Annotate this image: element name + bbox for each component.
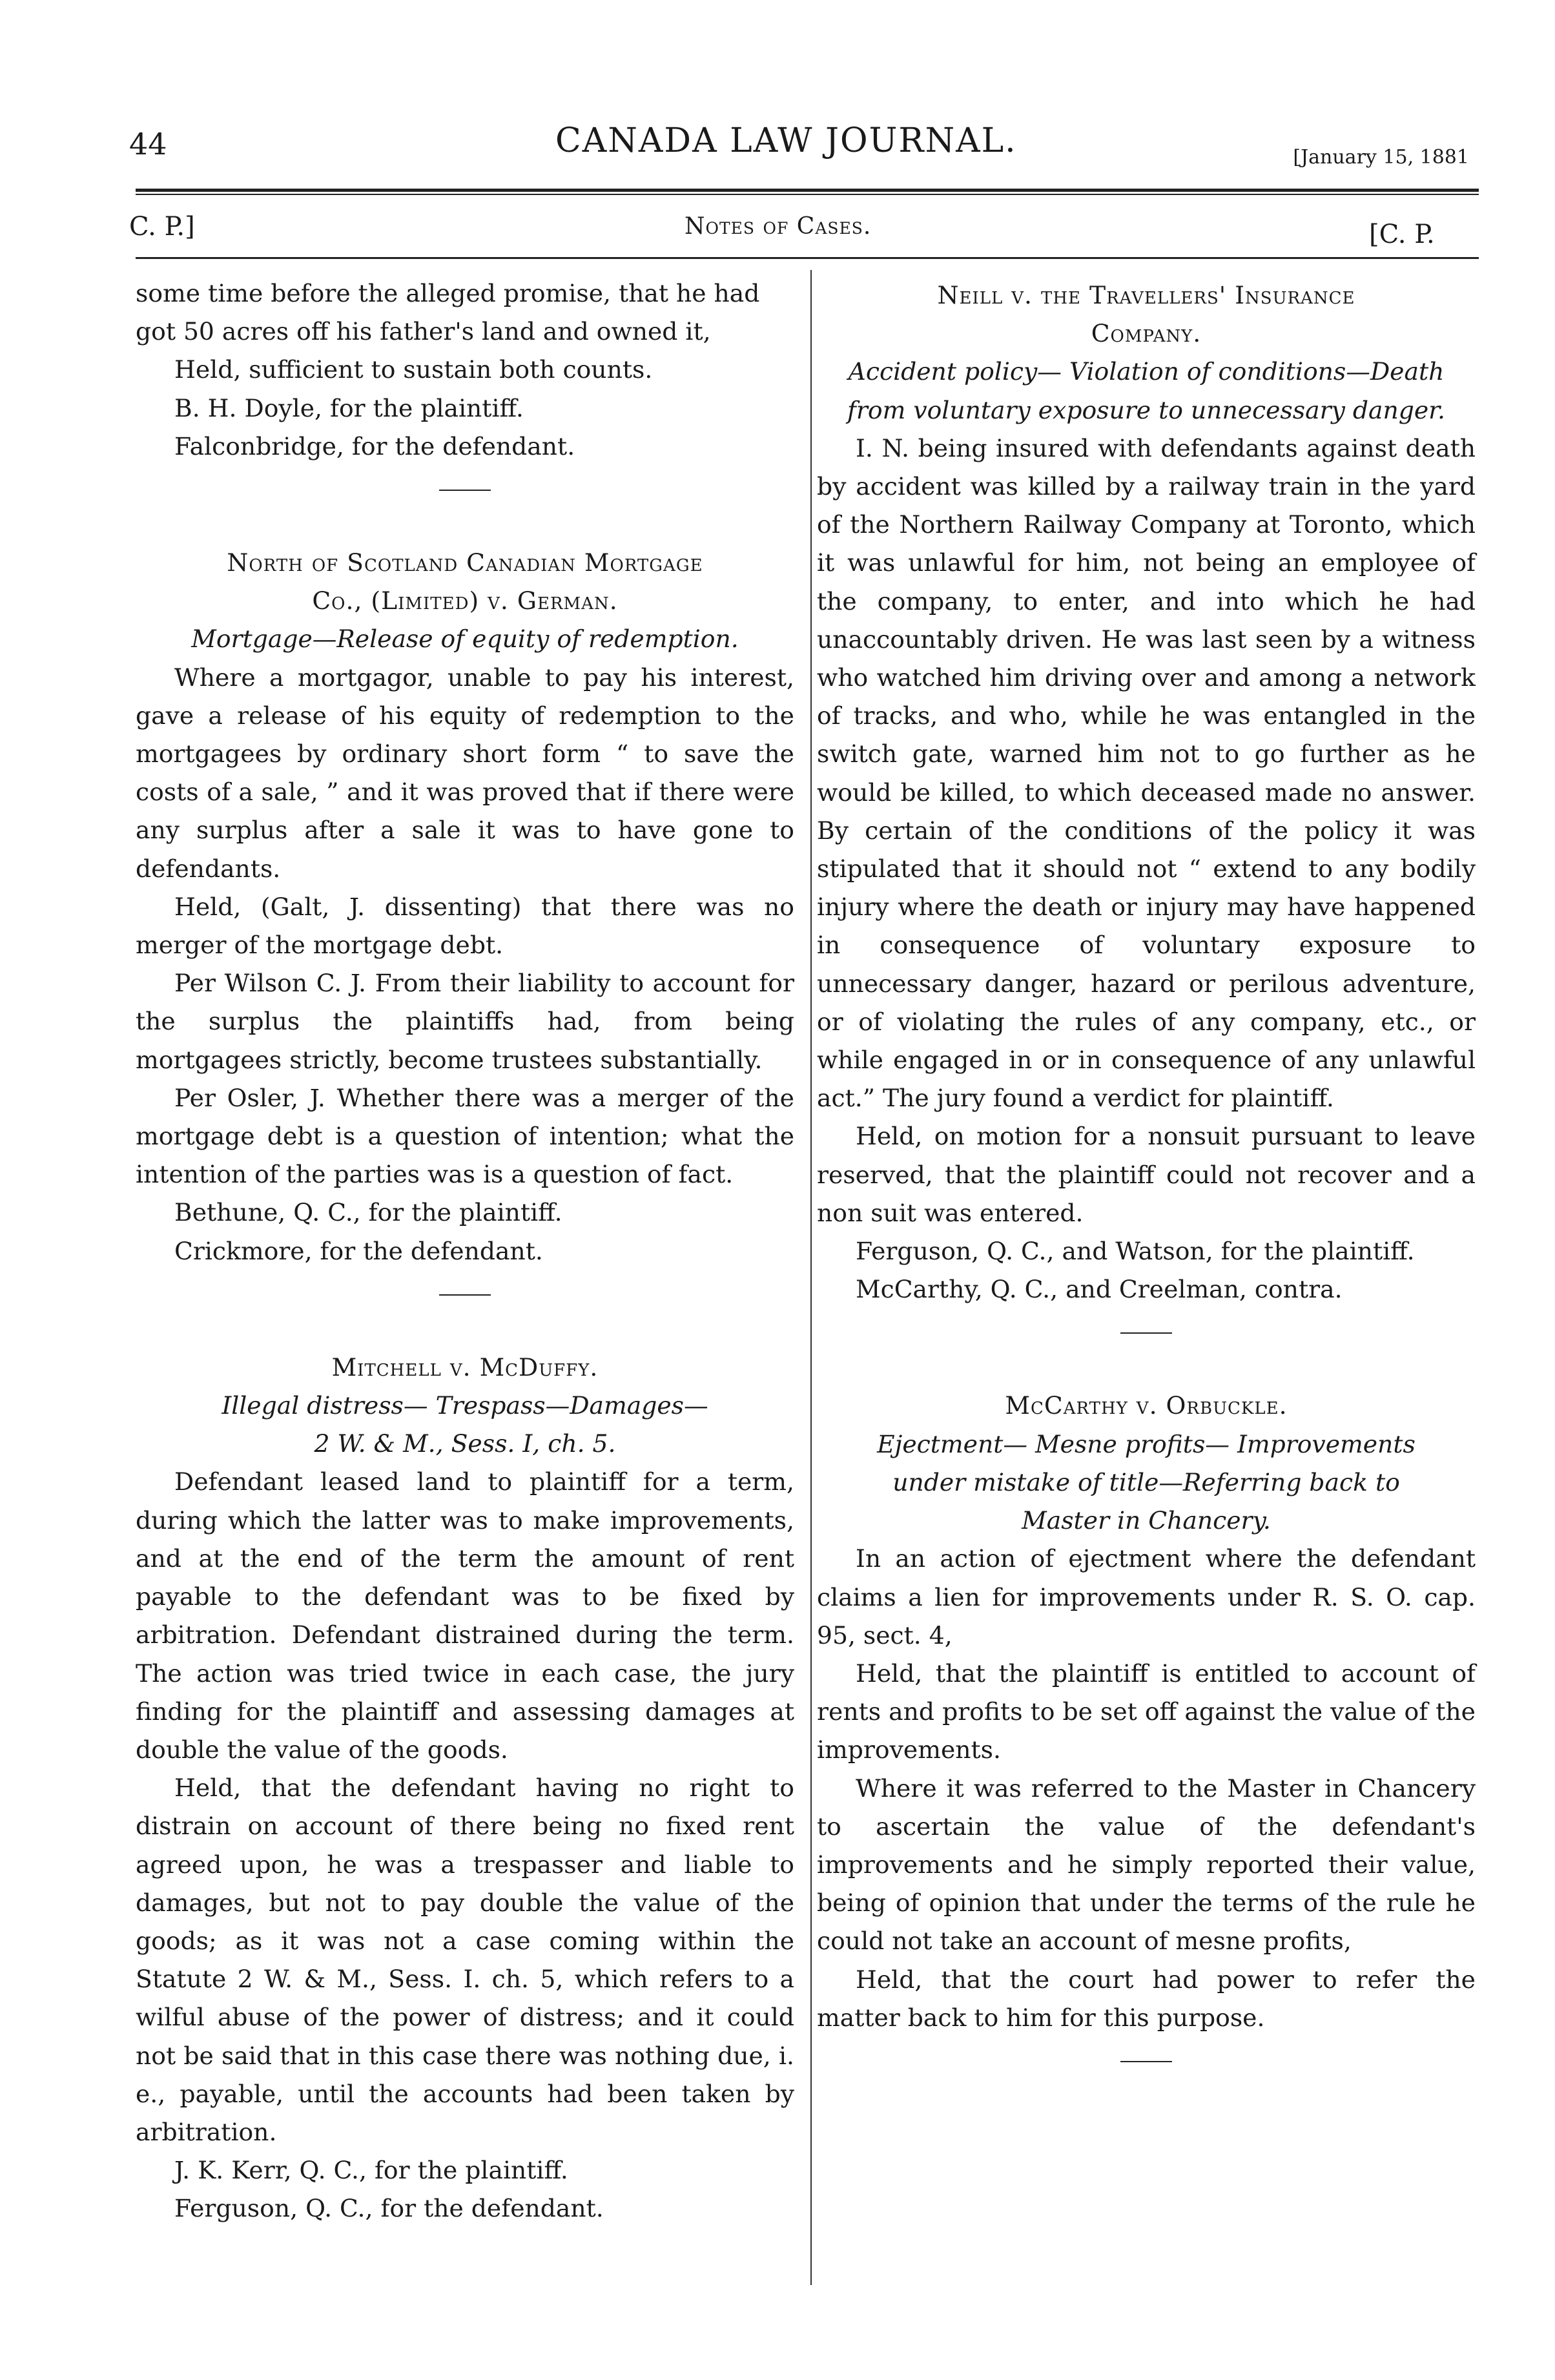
case-headnote: Ejectment— Mesne profits— Improvements bbox=[877, 1429, 1416, 1458]
case-held: Held, that the defendant having no right to distrain on account of there being no fixed rent agreed upon, he was a trespasser and liable to damages, but not to pay double the value of the goods; as it was not a case coming within the Statute 2 W. & M., Sess. I. ch. 5, which refers to a wilful abuse of the power of distress; and it could not be said that in this case there was nothing due, i. e., payable, until the accounts had been taken by arbitration. bbox=[136, 1774, 794, 2146]
case-title: Neill v. the Travellers' Insurance bbox=[937, 281, 1355, 309]
section-marker-right: [C. P. bbox=[1369, 220, 1435, 249]
case-separator bbox=[1120, 2061, 1172, 2062]
column-divider bbox=[810, 270, 812, 2285]
case-facts: Where a mortgagor, unable to pay his interest, gave a release of his equity of redemption to the mortgagees by ordinary short form “ to save the costs of a sale, ” and it was proved that if there were any surplus after a sale it was to have gone to defendants. bbox=[136, 663, 794, 883]
counsel-line: McCarthy, Q. C., and Creelman, contra. bbox=[856, 1275, 1343, 1304]
page-number: 44 bbox=[129, 127, 167, 161]
case-held: Held, that the plaintiff is entitled to account of rents and profits to be set off against the value of the improvements. bbox=[817, 1659, 1476, 1764]
case-title: Company. bbox=[1091, 319, 1202, 348]
case-headnote: 2 W. & M., Sess. I, ch. 5. bbox=[314, 1429, 616, 1458]
counsel-line: Falconbridge, for the defendant. bbox=[174, 431, 575, 460]
counsel-line: Bethune, Q. C., for the plaintiff. bbox=[174, 1198, 562, 1227]
counsel-line: Crickmore, for the defendant. bbox=[174, 1236, 543, 1265]
issue-date: [January 15, 1881 bbox=[1293, 146, 1469, 169]
right-column bbox=[817, 276, 1476, 2115]
case-facts: In an action of ejectment where the defendant claims a lien for improvements under R. S. O. cap. 95, sect. 4, bbox=[817, 1544, 1476, 1650]
counsel-line: Ferguson, Q. C., and Watson, for the plaintiff. bbox=[856, 1237, 1415, 1266]
case-separator bbox=[439, 1294, 491, 1296]
continuation-text-line: got 50 acres off his father's land and owned it, bbox=[136, 317, 711, 346]
section-rule bbox=[136, 257, 1479, 259]
case-separator bbox=[1120, 1332, 1172, 1334]
header-rule-thick bbox=[136, 189, 1479, 192]
case-headnote: Accident policy— Violation of conditions—Death from voluntary exposure to unnecessary danger. bbox=[847, 357, 1446, 424]
case-opinion: Per Osler, J. Whether there was a merger of the mortgage debt is a question of intention; what the intention of the parties was is a question of fact. bbox=[136, 1083, 794, 1189]
counsel-line: B. H. Doyle, for the plaintiff. bbox=[174, 393, 524, 422]
continuation-text-line: some time before the alleged promise, that he had bbox=[136, 279, 760, 307]
journal-title: CANADA LAW JOURNAL. bbox=[555, 121, 1017, 160]
case-headnote: Illegal distress— Trespass—Damages— bbox=[221, 1391, 708, 1420]
case-facts: I. N. being insured with defendants against death by accident was killed by a railway train in the yard of the Northern Railway Company at Toronto, which it was unlawful for him, not being an employee of the company, to enter, and into which he had unaccountably driven. He was last seen by a witness who watched him driving over and among a network of tracks, and who, while he was entangled in the switch gate, warned him not to go further as he would be killed, to which deceased made no answer. By certain of the conditions of the policy it was stipulated that it should not “ extend to any bodily injury where the death or injury may have happened in consequence of voluntary exposure to unnecessary danger, hazard or perilous adventure, or of violating the rules of any company, etc., or while engaged in or in consequence of any unlawful act.” The jury found a verdict for plaintiff. bbox=[817, 433, 1476, 1113]
left-column bbox=[136, 274, 794, 2228]
counsel-line: J. K. Kerr, Q. C., for the plaintiff. bbox=[174, 2156, 568, 2185]
case-opinion: Per Wilson C. J. From their liability to account for the surplus the plaintiffs had, from being mortgagees strictly, become trustees substantially. bbox=[136, 969, 794, 1074]
case-held: Held, (Galt, J. dissenting) that there was no merger of the mortgage debt. bbox=[136, 892, 794, 960]
case-held: Held, that the court had power to refer the matter back to him for this purpose. bbox=[817, 1965, 1476, 2032]
case-held: Held, on motion for a nonsuit pursuant to leave reserved, that the plaintiff could not recover and a non suit was entered. bbox=[817, 1122, 1476, 1227]
case-title: Co., (Limited) v. German. bbox=[312, 586, 618, 616]
case-title: McCarthy v. Orbuckle. bbox=[1005, 1391, 1288, 1420]
case-headnote: under mistake of title—Referring back to bbox=[892, 1467, 1400, 1496]
case-headnote: Master in Chancery. bbox=[1022, 1506, 1271, 1535]
header-rule-thin bbox=[136, 194, 1479, 195]
case-facts: Where it was referred to the Master in Chancery to ascertain the value of the defendant's improvements and he simply reported their value, being of opinion that under the terms of the rule he could not take an account of mesne profits, bbox=[817, 1774, 1476, 1956]
case-headnote: Mortgage—Release of equity of redemption. bbox=[191, 625, 739, 654]
section-marker-left: C. P.] bbox=[129, 212, 195, 242]
case-title: Mitchell v. McDuffy. bbox=[331, 1352, 599, 1381]
case-separator bbox=[439, 490, 491, 491]
case-title: North of Scotland Canadian Mortgage bbox=[227, 548, 703, 577]
case-facts: Defendant leased land to plaintiff for a term, during which the latter was to make improvements, and at the end of the term the amount of rent payable to the defendant was to be fixed by arbitration. Defendant distrained during the term. The action was tried twice in each case, the jury finding for the plaintiff and assessing damages at double the value of the goods. bbox=[136, 1467, 794, 1764]
section-title: Notes of Cases. bbox=[685, 213, 872, 240]
counsel-line: Ferguson, Q. C., for the defendant. bbox=[174, 2194, 604, 2223]
continuation-held: Held, sufficient to sustain both counts. bbox=[174, 355, 653, 384]
